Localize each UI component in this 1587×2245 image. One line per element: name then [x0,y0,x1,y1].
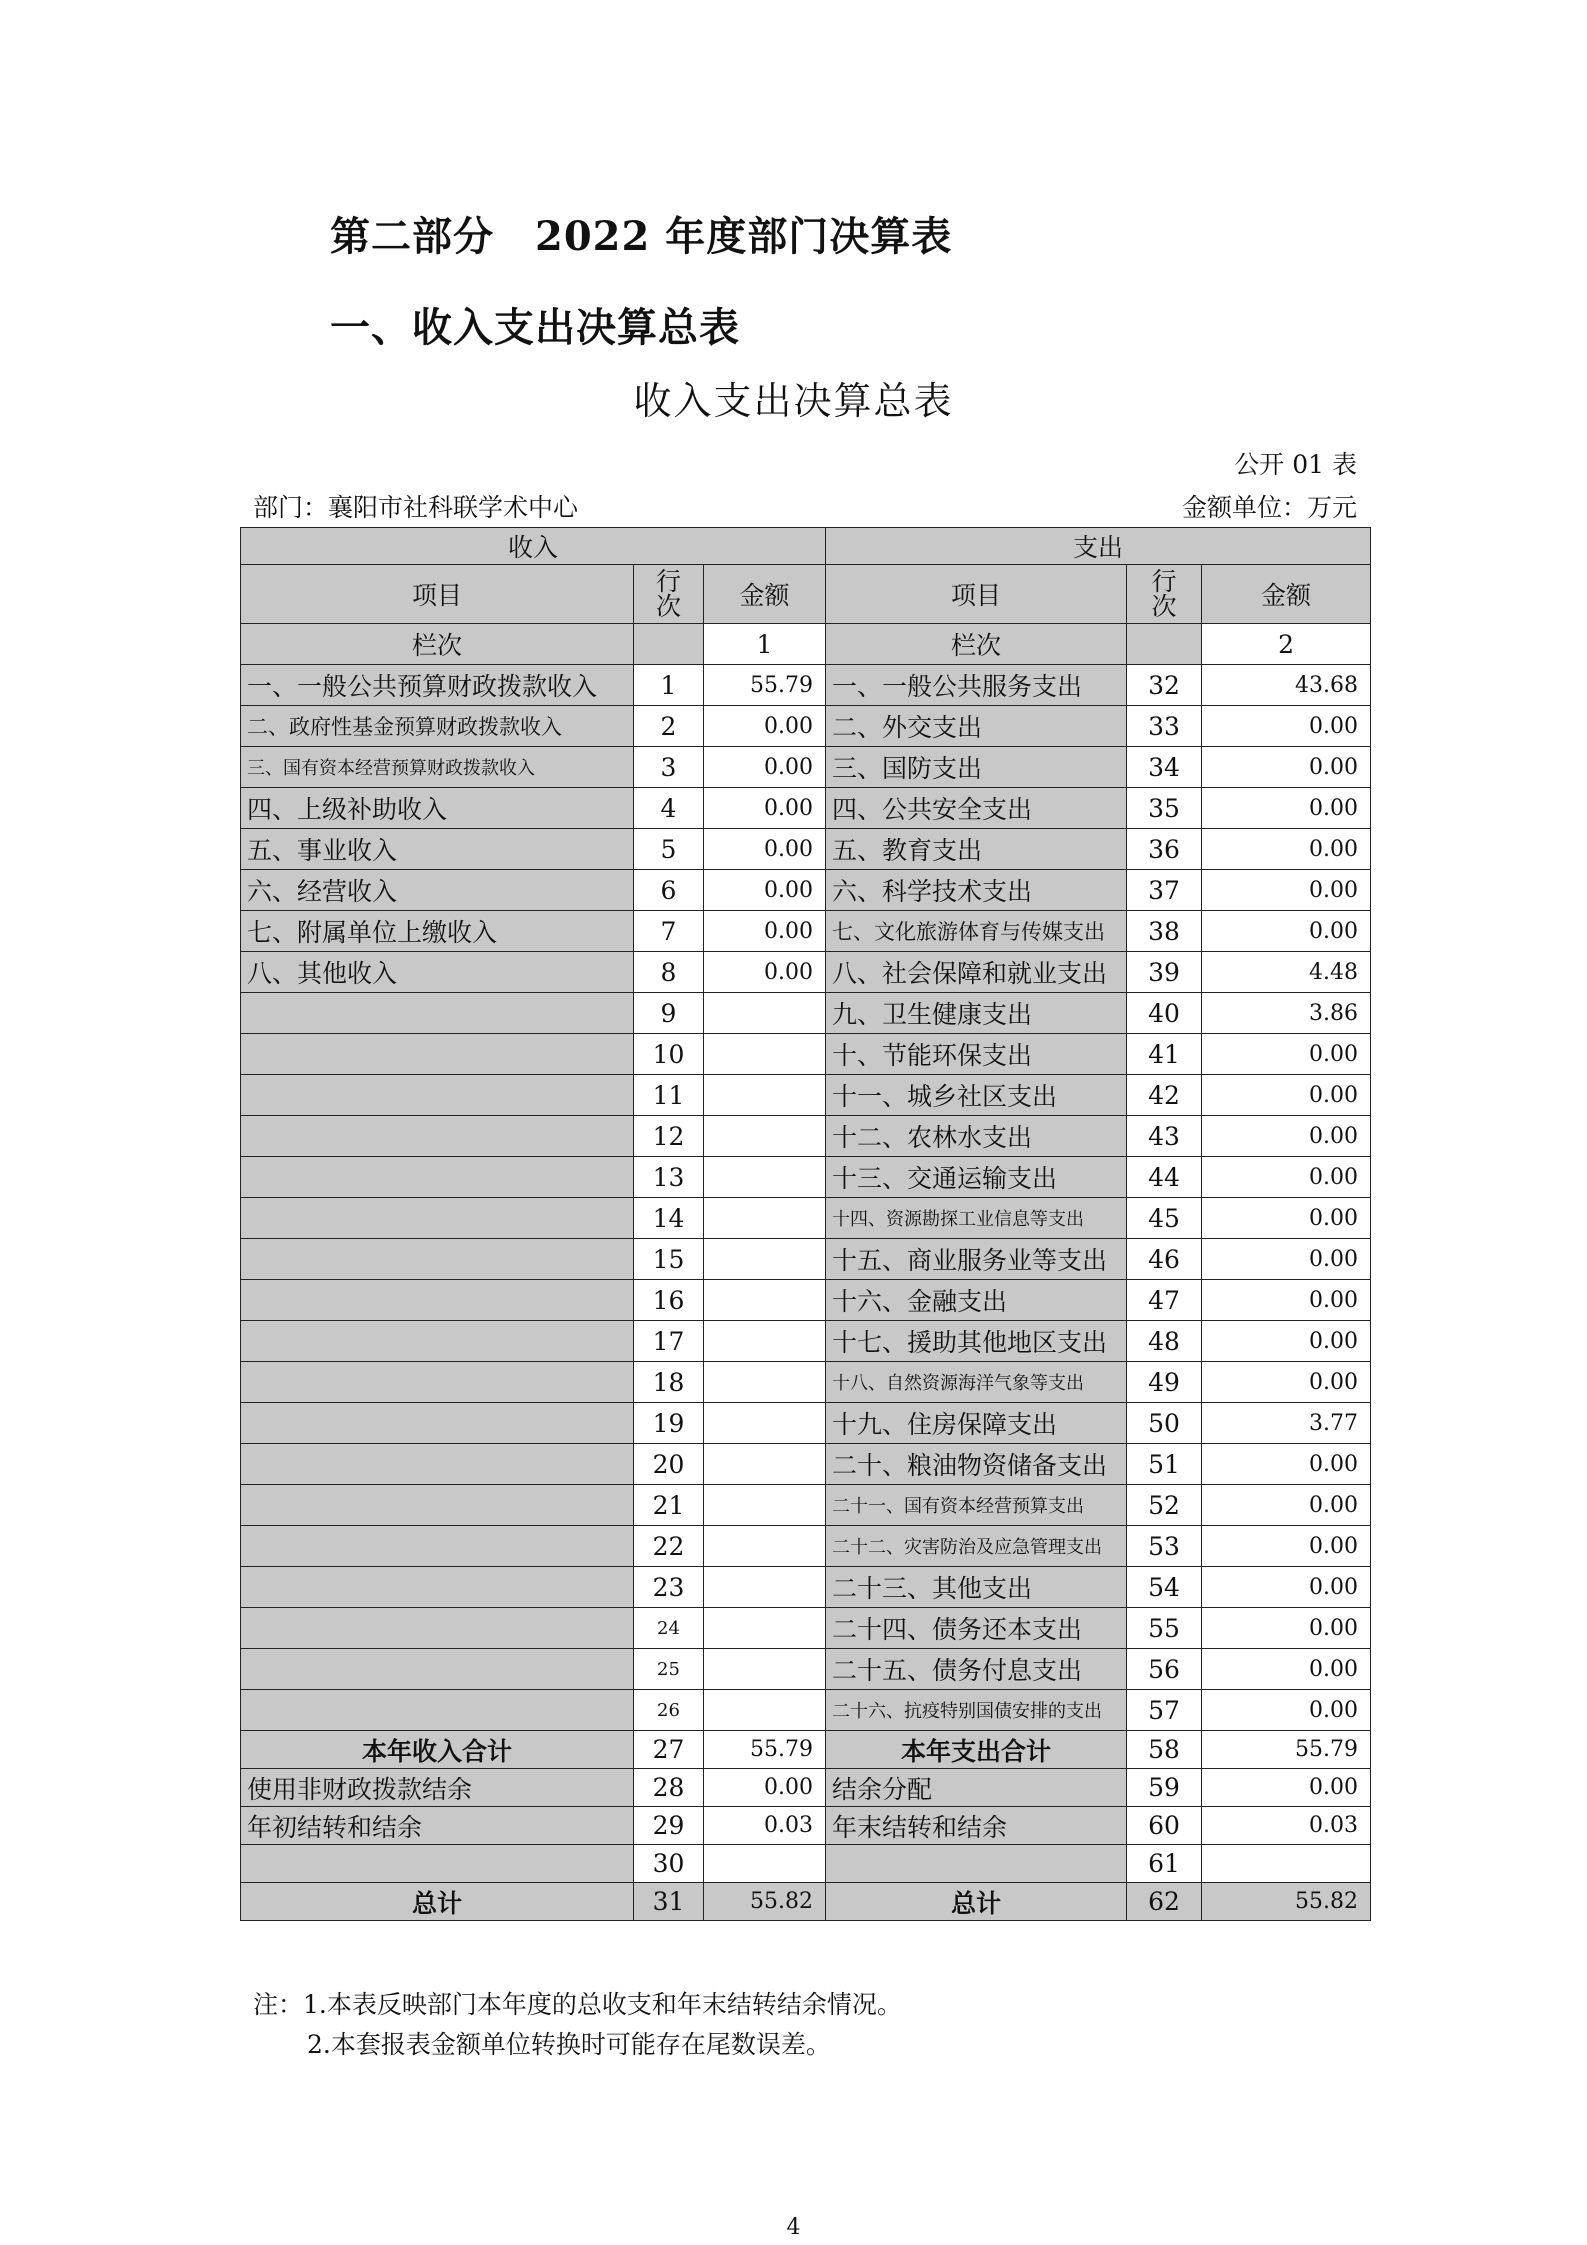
income-item [241,1567,634,1608]
income-amount: 0.00 [704,788,826,829]
income-summary-item [241,1845,634,1883]
table-row [241,1444,1371,1485]
expense-amount: 0.00 [1202,1157,1371,1198]
expense-amount: 0.00 [1202,911,1371,952]
income-line-no: 2 [634,706,704,747]
income-line-no: 10 [634,1034,704,1075]
income-item [241,993,634,1034]
expense-line-no: 34 [1127,747,1202,788]
income-column-line-blank [634,624,704,665]
expense-line-no: 42 [1127,1075,1202,1116]
expense-item: 八、社会保障和就业支出 [826,952,1127,993]
income-line-no: 17 [634,1321,704,1362]
table-row [241,1567,1371,1608]
income-summary-amount: 55.82 [704,1883,826,1921]
note-2: 2.本套报表金额单位转换时可能存在尾数误差。 [307,2030,831,2059]
page-number: 4 [786,2215,801,2240]
expense-line-no: 38 [1127,911,1202,952]
income-amount [704,1567,826,1608]
expense-line-no: 54 [1127,1567,1202,1608]
income-amount [704,1321,826,1362]
table-row [241,1321,1371,1362]
income-amount [704,1526,826,1567]
expense-item: 十二、农林水支出 [826,1116,1127,1157]
income-amount [704,1485,826,1526]
income-line-no: 19 [634,1403,704,1444]
income-summary-amount: 55.79 [704,1731,826,1769]
expense-line-no: 55 [1127,1608,1202,1649]
income-line-no: 16 [634,1280,704,1321]
expense-item: 二十六、抗疫特别国债安排的支出 [826,1690,1127,1731]
expense-item: 十九、住房保障支出 [826,1403,1127,1444]
expense-item: 十一、城乡社区支出 [826,1075,1127,1116]
income-item: 七、附属单位上缴收入 [241,911,634,952]
expense-amount-header: 金额 [1202,565,1371,624]
income-line-no: 18 [634,1362,704,1403]
summary-row [241,1883,1371,1921]
expense-amount: 0.00 [1202,1608,1371,1649]
summary-row [241,1807,1371,1845]
expense-line-no: 40 [1127,993,1202,1034]
income-item-header: 项目 [241,565,634,624]
expense-amount: 0.00 [1202,870,1371,911]
expense-line-no: 43 [1127,1116,1202,1157]
expense-line-no: 36 [1127,829,1202,870]
table-row [241,829,1371,870]
expense-line-no: 32 [1127,665,1202,706]
income-line-no: 26 [634,1690,704,1731]
expense-item: 九、卫生健康支出 [826,993,1127,1034]
income-item [241,1403,634,1444]
income-amount: 55.79 [704,665,826,706]
income-amount [704,1198,826,1239]
part-heading: 第二部分 2022 年度部门决算表 [330,213,953,260]
expense-item: 二十二、灾害防治及应急管理支出 [826,1526,1127,1567]
table-row [241,870,1371,911]
table-row [241,1526,1371,1567]
expense-summary-amount: 0.03 [1202,1807,1371,1845]
expense-line-no: 51 [1127,1444,1202,1485]
expense-summary-line-no: 58 [1127,1731,1202,1769]
expense-summary-item: 总计 [826,1883,1127,1921]
expense-line-header-text: 行次 [1151,567,1177,621]
expense-amount: 0.00 [1202,1362,1371,1403]
income-line-no: 14 [634,1198,704,1239]
table-row [241,1198,1371,1239]
expense-item: 四、公共安全支出 [826,788,1127,829]
income-amount: 0.00 [704,911,826,952]
table-row [241,993,1371,1034]
expense-item: 一、一般公共服务支出 [826,665,1127,706]
expense-amount: 0.00 [1202,1280,1371,1321]
income-summary-line-no: 31 [634,1883,704,1921]
expense-item: 十六、金融支出 [826,1280,1127,1321]
expense-line-no: 41 [1127,1034,1202,1075]
expense-amount: 0.00 [1202,1321,1371,1362]
income-line-no: 23 [634,1567,704,1608]
expense-summary-amount [1202,1845,1371,1883]
expense-line-no: 49 [1127,1362,1202,1403]
expense-amount: 0.00 [1202,1034,1371,1075]
income-line-no: 6 [634,870,704,911]
income-summary-amount: 0.03 [704,1807,826,1845]
expense-amount: 0.00 [1202,1444,1371,1485]
income-header: 收入 [241,528,826,565]
expense-line-no: 52 [1127,1485,1202,1526]
expense-item: 二十、粮油物资储备支出 [826,1444,1127,1485]
expense-line-header [1127,565,1202,624]
expense-amount: 43.68 [1202,665,1371,706]
expense-header: 支出 [826,528,1371,565]
income-amount: 0.00 [704,952,826,993]
expense-item: 十八、自然资源海洋气象等支出 [826,1362,1127,1403]
notes [253,1985,902,2065]
table-row [241,911,1371,952]
table-row [241,1608,1371,1649]
expense-item: 十七、援助其他地区支出 [826,1321,1127,1362]
expense-summary-amount: 55.82 [1202,1883,1371,1921]
expense-summary-item [826,1845,1127,1883]
expense-item: 十、节能环保支出 [826,1034,1127,1075]
income-item [241,1280,634,1321]
table-row [241,1075,1371,1116]
table-row [241,788,1371,829]
income-amount [704,1608,826,1649]
expense-amount: 0.00 [1202,1526,1371,1567]
income-amount: 0.00 [704,829,826,870]
income-amount: 0.00 [704,747,826,788]
income-summary-amount [704,1845,826,1883]
expense-item: 十三、交通运输支出 [826,1157,1127,1198]
income-amount: 0.00 [704,706,826,747]
table-row [241,1690,1371,1731]
expense-summary-line-no: 61 [1127,1845,1202,1883]
expense-amount: 0.00 [1202,1485,1371,1526]
income-item [241,1157,634,1198]
income-item: 二、政府性基金预算财政拨款收入 [241,706,634,747]
expense-summary-line-no: 59 [1127,1769,1202,1807]
table-row [241,706,1371,747]
expense-amount: 0.00 [1202,1198,1371,1239]
expense-summary-line-no: 62 [1127,1883,1202,1921]
expense-item: 五、教育支出 [826,829,1127,870]
expense-line-no: 46 [1127,1239,1202,1280]
table-row [241,1362,1371,1403]
expense-item: 六、科学技术支出 [826,870,1127,911]
expense-item: 十五、商业服务业等支出 [826,1239,1127,1280]
income-item [241,1444,634,1485]
table-row [241,1116,1371,1157]
income-line-no: 20 [634,1444,704,1485]
income-amount [704,1075,826,1116]
expense-amount: 0.00 [1202,1690,1371,1731]
income-amount [704,1403,826,1444]
expense-item-header: 项目 [826,565,1127,624]
income-line-no: 21 [634,1485,704,1526]
income-line-no: 24 [634,1608,704,1649]
table-row [241,1649,1371,1690]
expense-column-label: 栏次 [826,624,1127,665]
income-item [241,1075,634,1116]
expense-item: 二十一、国有资本经营预算支出 [826,1485,1127,1526]
table-row [241,1403,1371,1444]
income-amount [704,1157,826,1198]
expense-amount: 0.00 [1202,1649,1371,1690]
income-item: 六、经营收入 [241,870,634,911]
expense-line-no: 45 [1127,1198,1202,1239]
income-summary-item: 年初结转和结余 [241,1807,634,1845]
expense-amount: 0.00 [1202,829,1371,870]
income-line-no: 11 [634,1075,704,1116]
section-heading: 一、收入支出决算总表 [330,304,740,351]
income-line-no: 15 [634,1239,704,1280]
income-summary-item: 本年收入合计 [241,1731,634,1769]
expense-amount: 3.77 [1202,1403,1371,1444]
expense-line-no: 50 [1127,1403,1202,1444]
income-item [241,1485,634,1526]
income-line-no: 12 [634,1116,704,1157]
expense-amount: 4.48 [1202,952,1371,993]
income-summary-line-no: 30 [634,1845,704,1883]
expense-item: 二十五、债务付息支出 [826,1649,1127,1690]
expense-summary-amount: 0.00 [1202,1769,1371,1807]
expense-amount: 3.86 [1202,993,1371,1034]
income-item [241,1362,634,1403]
expense-amount: 0.00 [1202,1567,1371,1608]
income-amount [704,1649,826,1690]
income-amount [704,1362,826,1403]
income-item [241,1526,634,1567]
income-item: 八、其他收入 [241,952,634,993]
income-item: 三、国有资本经营预算财政拨款收入 [241,747,634,788]
income-item [241,1198,634,1239]
income-amount [704,1116,826,1157]
expense-line-no: 48 [1127,1321,1202,1362]
income-line-no: 13 [634,1157,704,1198]
income-line-no: 9 [634,993,704,1034]
expense-line-no: 37 [1127,870,1202,911]
expense-summary-item: 年末结转和结余 [826,1807,1127,1845]
expense-amount: 0.00 [1202,706,1371,747]
income-amount [704,1444,826,1485]
expense-line-no: 35 [1127,788,1202,829]
income-amount-header: 金额 [704,565,826,624]
income-amount: 0.00 [704,870,826,911]
income-column-number: 1 [704,624,826,665]
expense-item: 十四、资源勘探工业信息等支出 [826,1198,1127,1239]
income-column-label: 栏次 [241,624,634,665]
income-amount [704,1239,826,1280]
income-item: 一、一般公共预算财政拨款收入 [241,665,634,706]
expense-summary-amount: 55.79 [1202,1731,1371,1769]
expense-item: 三、国防支出 [826,747,1127,788]
income-amount [704,993,826,1034]
table-title: 收入支出决算总表 [633,379,954,423]
budget-summary-table [240,527,1371,1921]
expense-item: 二、外交支出 [826,706,1127,747]
table-code: 公开 01 表 [1234,450,1357,479]
expense-line-no: 56 [1127,1649,1202,1690]
expense-amount: 0.00 [1202,1075,1371,1116]
table-row [241,1157,1371,1198]
income-item [241,1116,634,1157]
income-line-no: 5 [634,829,704,870]
income-line-no: 22 [634,1526,704,1567]
expense-line-no: 33 [1127,706,1202,747]
income-summary-line-no: 27 [634,1731,704,1769]
income-item [241,1649,634,1690]
expense-item: 七、文化旅游体育与传媒支出 [826,911,1127,952]
table-row [241,1034,1371,1075]
income-item [241,1034,634,1075]
summary-row [241,1731,1371,1769]
note-1: 注：1.本表反映部门本年度的总收支和年末结转结余情况。 [253,1990,902,2019]
expense-line-no: 44 [1127,1157,1202,1198]
income-line-no: 3 [634,747,704,788]
expense-summary-item: 结余分配 [826,1769,1127,1807]
expense-amount: 0.00 [1202,788,1371,829]
income-item [241,1321,634,1362]
expense-summary-item: 本年支出合计 [826,1731,1127,1769]
expense-line-no: 53 [1127,1526,1202,1567]
expense-column-number: 2 [1202,624,1371,665]
expense-amount: 0.00 [1202,747,1371,788]
table-row [241,1485,1371,1526]
expense-summary-line-no: 60 [1127,1807,1202,1845]
department-label: 部门：襄阳市社科联学术中心 [253,493,579,522]
table-row [241,1239,1371,1280]
income-line-no: 4 [634,788,704,829]
income-amount [704,1690,826,1731]
income-line-no: 1 [634,665,704,706]
income-item [241,1608,634,1649]
income-item: 四、上级补助收入 [241,788,634,829]
expense-item: 二十三、其他支出 [826,1567,1127,1608]
table-row [241,665,1371,706]
income-item: 五、事业收入 [241,829,634,870]
income-summary-item: 总计 [241,1883,634,1921]
expense-line-no: 47 [1127,1280,1202,1321]
income-summary-line-no: 28 [634,1769,704,1807]
expense-amount: 0.00 [1202,1116,1371,1157]
expense-line-no: 57 [1127,1690,1202,1731]
income-item [241,1690,634,1731]
summary-row [241,1769,1371,1807]
table-row [241,747,1371,788]
income-amount [704,1280,826,1321]
expense-line-no: 39 [1127,952,1202,993]
income-amount [704,1034,826,1075]
income-summary-amount: 0.00 [704,1769,826,1807]
expense-column-line-blank [1127,624,1202,665]
income-line-header-text: 行次 [655,567,681,621]
income-line-header [634,565,704,624]
income-line-no: 7 [634,911,704,952]
income-summary-item: 使用非财政拨款结余 [241,1769,634,1807]
table-row [241,1280,1371,1321]
income-line-no: 8 [634,952,704,993]
summary-row [241,1845,1371,1883]
expense-item: 二十四、债务还本支出 [826,1608,1127,1649]
income-line-no: 25 [634,1649,704,1690]
income-summary-line-no: 29 [634,1807,704,1845]
unit-label: 金额单位：万元 [1181,493,1357,522]
expense-amount: 0.00 [1202,1239,1371,1280]
income-item [241,1239,634,1280]
table-row [241,952,1371,993]
